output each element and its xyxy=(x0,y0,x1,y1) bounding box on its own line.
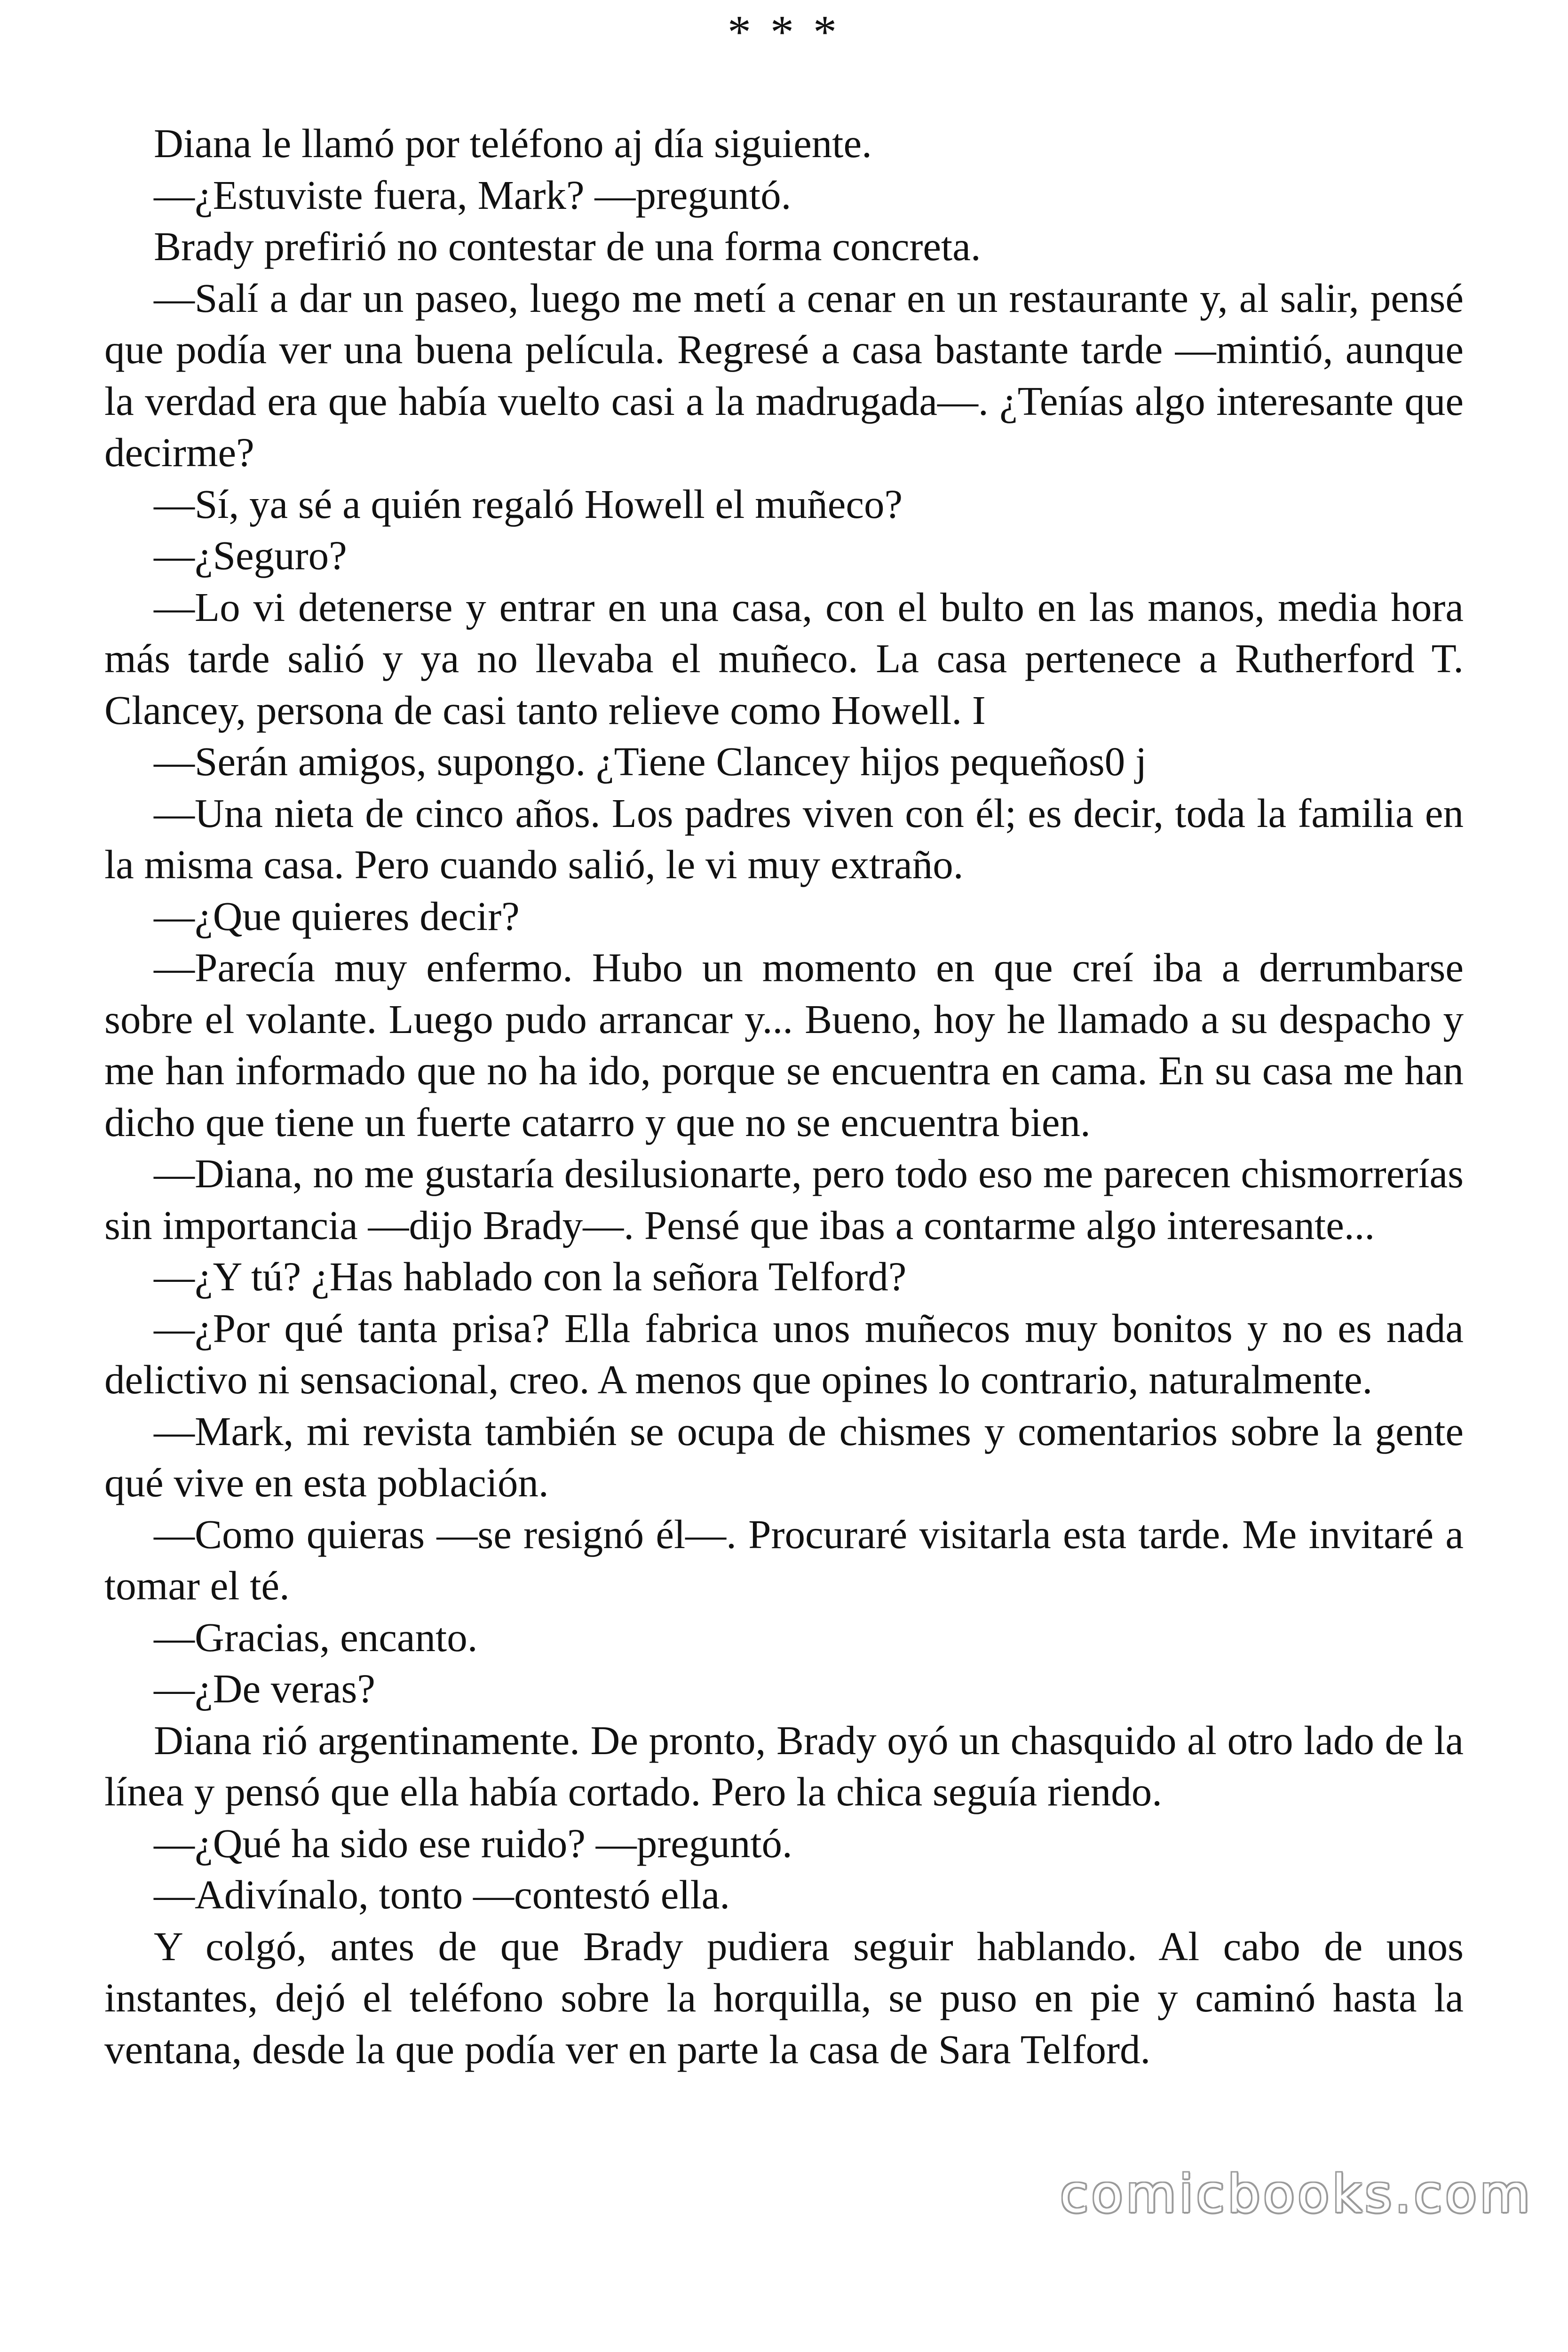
section-separator: * * * xyxy=(728,6,840,58)
paragraph: —Parecía muy enfermo. Hubo un momento en que creí iba a derrumbarse sobre el volante. Luego pudo arrancar y... Bueno, hoy he llamado a su despacho y me han informado que no ha ido, porque se encuentra en cama. En su casa me han dicho que tiene un fuerte catarro y que no se encuentra bien. xyxy=(104,945,1464,1145)
paragraph: —¿Por qué tanta prisa? Ella fabrica unos muñecos muy bonitos y no es nada delictivo ni sensacional, creo. A menos que opines lo contrario, naturalmente. xyxy=(104,1305,1464,1402)
paragraph: —Diana, no me gustaría desilusionarte, pero todo eso me parecen chismorrerías sin importancia —dijo Brady—. Pensé que ibas a contarme algo interesante... xyxy=(104,1151,1464,1248)
paragraph: —Adivínalo, tonto —contestó ella. xyxy=(154,1872,730,1917)
paragraph: Diana le llamó por teléfono aj día siguiente. xyxy=(154,120,872,166)
paragraph: —¿Estuviste fuera, Mark? —preguntó. xyxy=(154,172,792,218)
paragraph: Y colgó, antes de que Brady pudiera seguir hablando. Al cabo de unos instantes, dejó el teléfono sobre la horquilla, se puso en pie y caminó hasta la ventana, desde la que podía ver en parte la casa de Sara Telford. xyxy=(104,1923,1464,2072)
paragraph: —Una nieta de cinco años. Los padres viven con él; es decir, toda la familia en la misma casa. Pero cuando salió, le vi muy extraño. xyxy=(104,790,1464,887)
paragraph: —Salí a dar un paseo, luego me metí a cenar en un restaurante y, al salir, pensé que podía ver una buena película. Regresé a casa bastante tarde —mintió, aunque la verdad era que había vuelto casi a la madrugada—. ¿Tenías algo interesante que decirme? xyxy=(104,275,1464,475)
paragraph: Diana rió argentinamente. De pronto, Brady oyó un chasquido al otro lado de la línea y pensó que ella había cortado. Pero la chica seguía riendo. xyxy=(104,1717,1464,1814)
paragraph: —¿Y tú? ¿Has hablado con la señora Telford? xyxy=(154,1254,907,1299)
paragraph: —¿Qué ha sido ese ruido? —preguntó. xyxy=(154,1820,792,1866)
paragraph: —Como quieras —se resignó él—. Procuraré visitarla esta tarde. Me invitaré a tomar el té. xyxy=(104,1511,1464,1608)
paragraph: —¿Que quieres decir? xyxy=(154,893,520,939)
paragraph: —¿De veras? xyxy=(154,1666,375,1711)
paragraph: Brady prefirió no contestar de una forma concreta. xyxy=(154,223,981,269)
paragraph: —Serán amigos, supongo. ¿Tiene Clancey hijos pequeños0 j xyxy=(154,739,1147,784)
paragraph: —Gracias, encanto. xyxy=(154,1614,478,1660)
paragraph: —Mark, mi revista también se ocupa de chismes y comentarios sobre la gente qué vive en esta población. xyxy=(104,1408,1464,1505)
paragraph: —Sí, ya sé a quién regaló Howell el muñeco? xyxy=(154,481,903,527)
watermark-logo: comicbooks.com xyxy=(1060,2164,1533,2224)
paragraph: —Lo vi detenerse y entrar en una casa, con el bulto en las manos, media hora más tarde salió y ya no llevaba el muñeco. La casa pertenece a Rutherford T. Clancey, persona de casi tanto relieve como Howell. I xyxy=(104,584,1464,733)
paragraph: —¿Seguro? xyxy=(154,532,347,578)
body-text xyxy=(104,118,1464,2075)
